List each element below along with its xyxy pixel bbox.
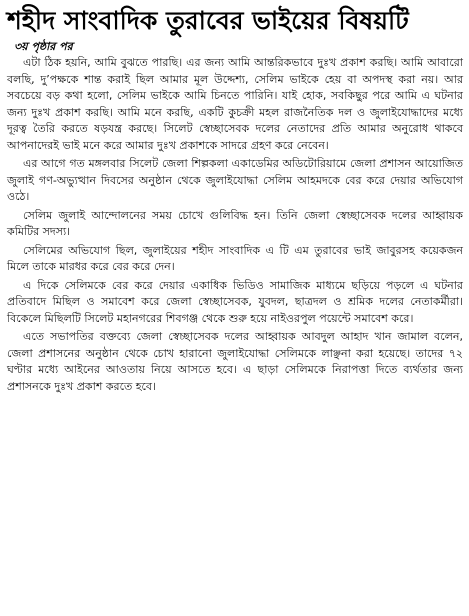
article-headline: শহীদ সাংবাদিক তুরাবের ভাইয়ের বিষয়টি [7,6,409,35]
article-paragraph: এর আগে গত মঙ্গলবার সিলেট জেলা শিল্পকলা একাডেমির অডিটোরিয়ামে জেলা প্রশাসন আয়োজিত জুলাই গণ-অভ্যুত্থান দিবসের অনুষ্ঠান থেকে জুলাইযোদ্ধা সেলিম আহমদকে বের করে দেয়ার অভিযোগ ওঠে। [7,157,463,203]
article-paragraph: এ দিকে সেলিমকে বের করে দেয়ার একাধিক ভিডিও সামাজিক মাধ্যমে ছড়িয়ে পড়লে এ ঘটনার প্রতিবাদে মিছিল ও সমাবেশ করে জেলা স্বেচ্ছাসেবক, যুবদল, ছাত্রদল ও শ্রমিক দলের নেতাকর্মীরা। বিকেলে মিছিলটি সিলেট মহানগরের শিবগঞ্জ থেকে শুরু হয়ে নাইওরপুল পয়েন্টে সমাবেশ করে। [7,278,463,325]
article-paragraph: এটা ঠিক হয়নি, আমি বুঝতে পারছি। এর জন্য আমি আন্তরিকভাবে দুঃখ প্রকাশ করছি। আমি আবারো বলছি, দু’পক্ষকে শান্ত করাই ছিল আমার মূল উদ্দেশ্য, সেলিম ভাইকে হেয় বা অপদস্থ করা নয়। আর সবচেয়ে বড় কথা হলো, সেলিম ভাইকে আমি চিনতে পারিনি। যাই হোক, সবকিছুর পরে আমি এ ঘটনার জন্য দুঃখ প্রকাশ করছি। আমি মনে করছি, একটি কুচক্রী মহল রাজনৈতিক দল ও জুলাইযোদ্ধাদের মধ্যে দূরত্ব তৈরি করতে ষড়যন্ত্র করছে। সিলেট স্বেচ্ছাসেবক দলের নেতাদের প্রতি আমার অনুরোধ থাকবে আপনাদেরই ভাই মনে করে আমার দুঃখ প্রকাশকে সাদরে গ্রহণ করে নেবেন। [7,56,463,152]
article-paragraph: এতে সভাপতির বক্তব্যে জেলা স্বেচ্ছাসেবক দলের আহ্বায়ক আবদুল আহাদ খান জামাল বলেন, জেলা প্রশাসনের অনুষ্ঠান থেকে চোখ হারানো জুলাইযোদ্ধা সেলিমকে লাঞ্ছনা করা হয়েছে। তাদের ৭২ ঘণ্টার মধ্যে আইনের আওতায় নিয়ে আসতে হবে। এ ছাড়া সেলিমকে নিরাপত্তা দিতে ব্যর্থতার জন্য প্রশাসনকে দুঃখ প্রকাশ করতে হবে। [7,330,463,393]
article-paragraph: সেলিম জুলাই আন্দোলনের সময় চোখে গুলিবিদ্ধ হন। তিনি জেলা স্বেচ্ছাসেবক দলের আহ্বায়ক কমিটির সদস্য। [7,208,463,238]
continued-from-label: ৩য় পৃষ্ঠার পর [14,40,73,53]
article-body [7,55,463,395]
article-paragraph: সেলিমের অভিযোগ ছিল, জুলাইয়ের শহীদ সাংবাদিক এ টি এম তুরাবের ভাই জাবুরসহ কয়েকজন মিলে তাকে মারধর করে বের করে দেন। [7,243,463,273]
